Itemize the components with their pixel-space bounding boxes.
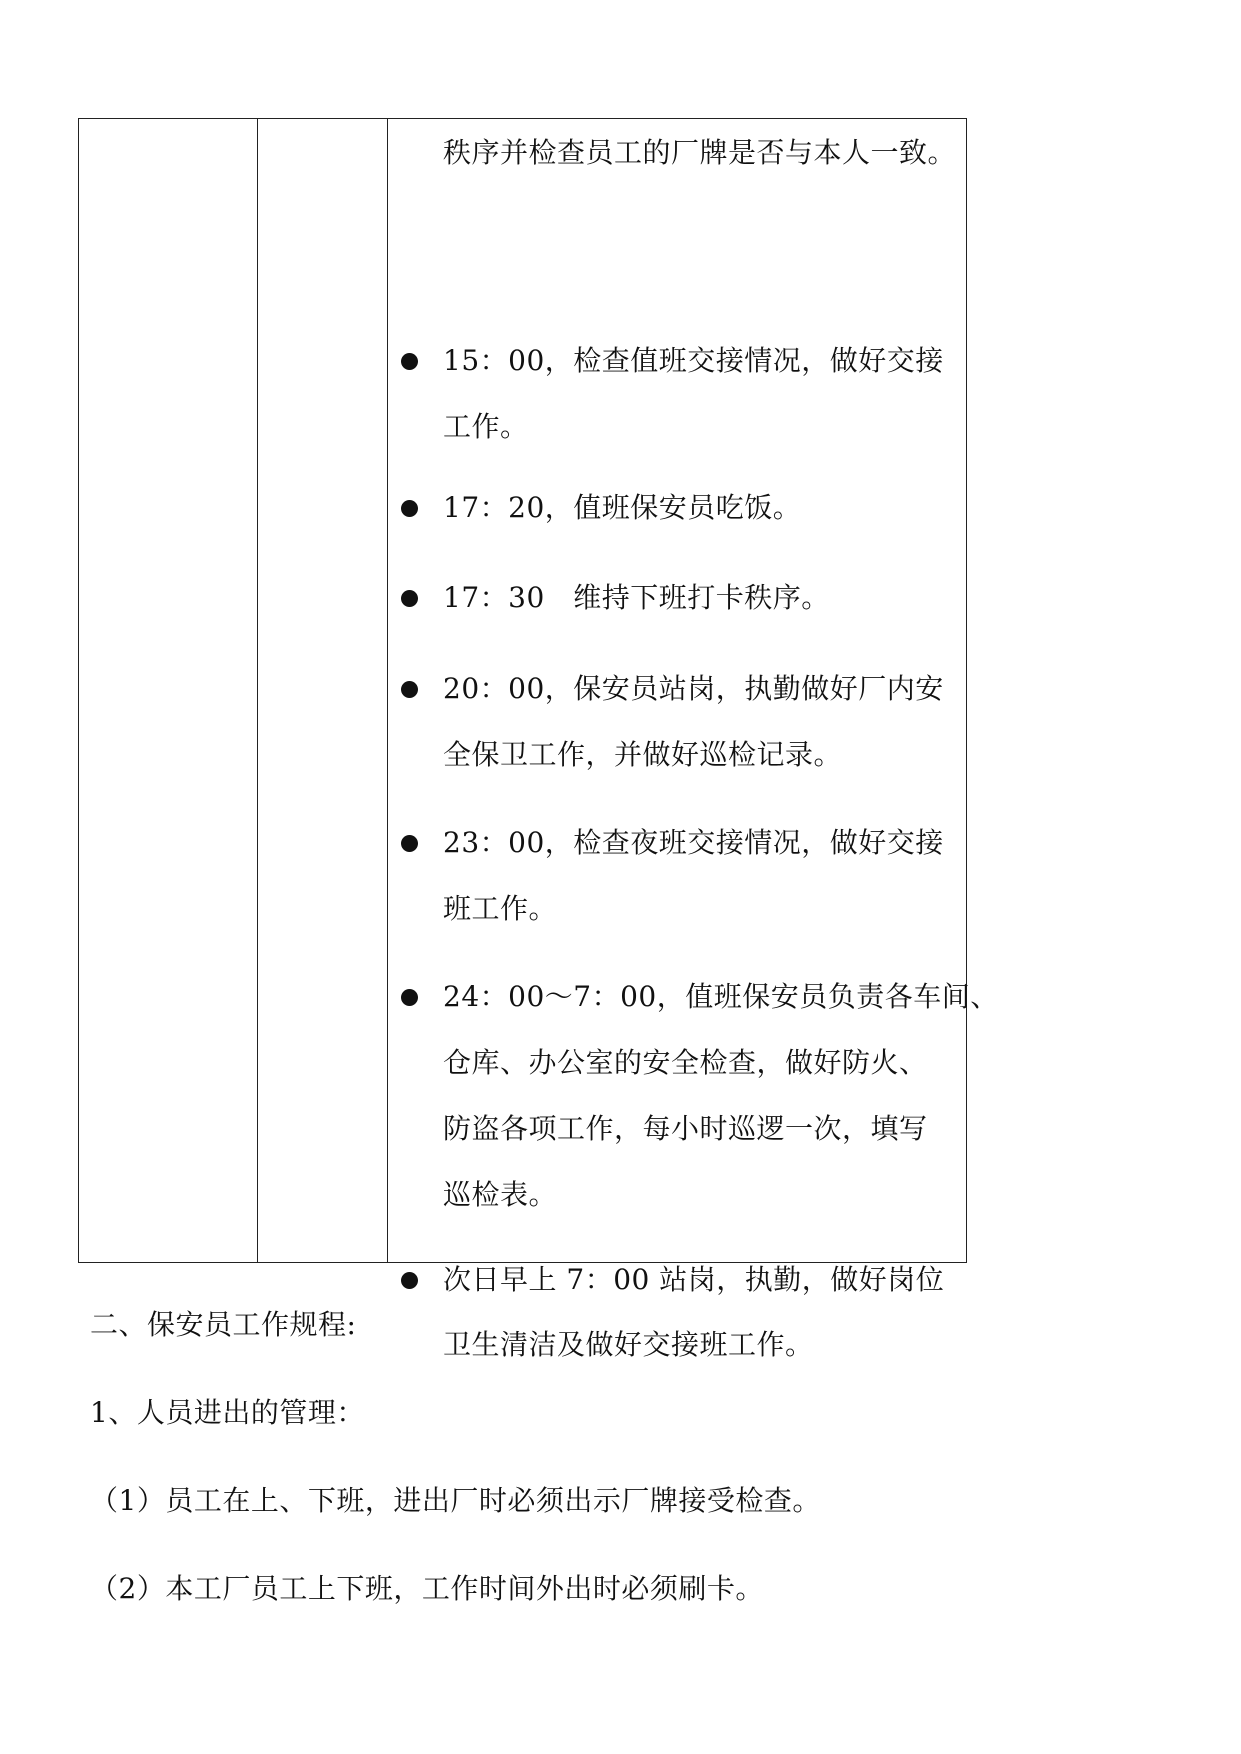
schedule-cell: [387, 119, 999, 1361]
bullet-text-line: 20：00，保安员站岗，执勤做好厂内安: [443, 672, 944, 705]
bullet-icon: [401, 500, 418, 517]
section-subheading: 1、人员进出的管理：: [90, 1396, 365, 1429]
bullet-icon: [401, 1272, 418, 1289]
rule-item: （1）员工在上、下班，进出厂时必须出示厂牌接受检查。: [90, 1484, 821, 1517]
bullet-text-line: 防盗各项工作，每小时巡逻一次，填写: [443, 1112, 928, 1145]
bullet-text-line: 23：00，检查夜班交接情况，做好交接: [443, 826, 944, 859]
bullet-text-line: 17：30 维持下班打卡秩序。: [443, 581, 830, 614]
rule-item: （2）本工厂员工上下班，工作时间外出时必须刷卡。: [90, 1572, 764, 1605]
bullet-text-line: 仓库、办公室的安全检查，做好防火、: [443, 1046, 928, 1079]
bullet-icon: [401, 835, 418, 852]
bullet-text-line: 次日早上 7：00 站岗，执勤，做好岗位: [443, 1263, 945, 1296]
column-divider: [257, 119, 258, 1262]
bullet-icon: [401, 681, 418, 698]
continued-text-line: 秩序并检查员工的厂牌是否与本人一致。: [443, 136, 957, 169]
bullet-text-line: 24：00～7：00，值班保安员负责各车间、: [443, 980, 999, 1013]
bullet-text-line: 工作。: [443, 410, 529, 443]
bullet-icon: [401, 353, 418, 370]
bullet-text-line: 17：20，值班保安员吃饭。: [443, 491, 802, 524]
bullet-text-line: 班工作。: [443, 892, 558, 925]
bullet-text-line: 巡检表。: [443, 1178, 558, 1211]
bullet-text-line: 卫生清洁及做好交接班工作。: [443, 1328, 814, 1361]
section-heading: 二、保安员工作规程:: [90, 1308, 357, 1341]
bullet-text-line: 15：00，检查值班交接情况，做好交接: [443, 344, 944, 377]
bullet-icon: [401, 989, 418, 1006]
bullet-text-line: 全保卫工作，并做好巡检记录。: [443, 738, 843, 771]
bullet-icon: [401, 590, 418, 607]
